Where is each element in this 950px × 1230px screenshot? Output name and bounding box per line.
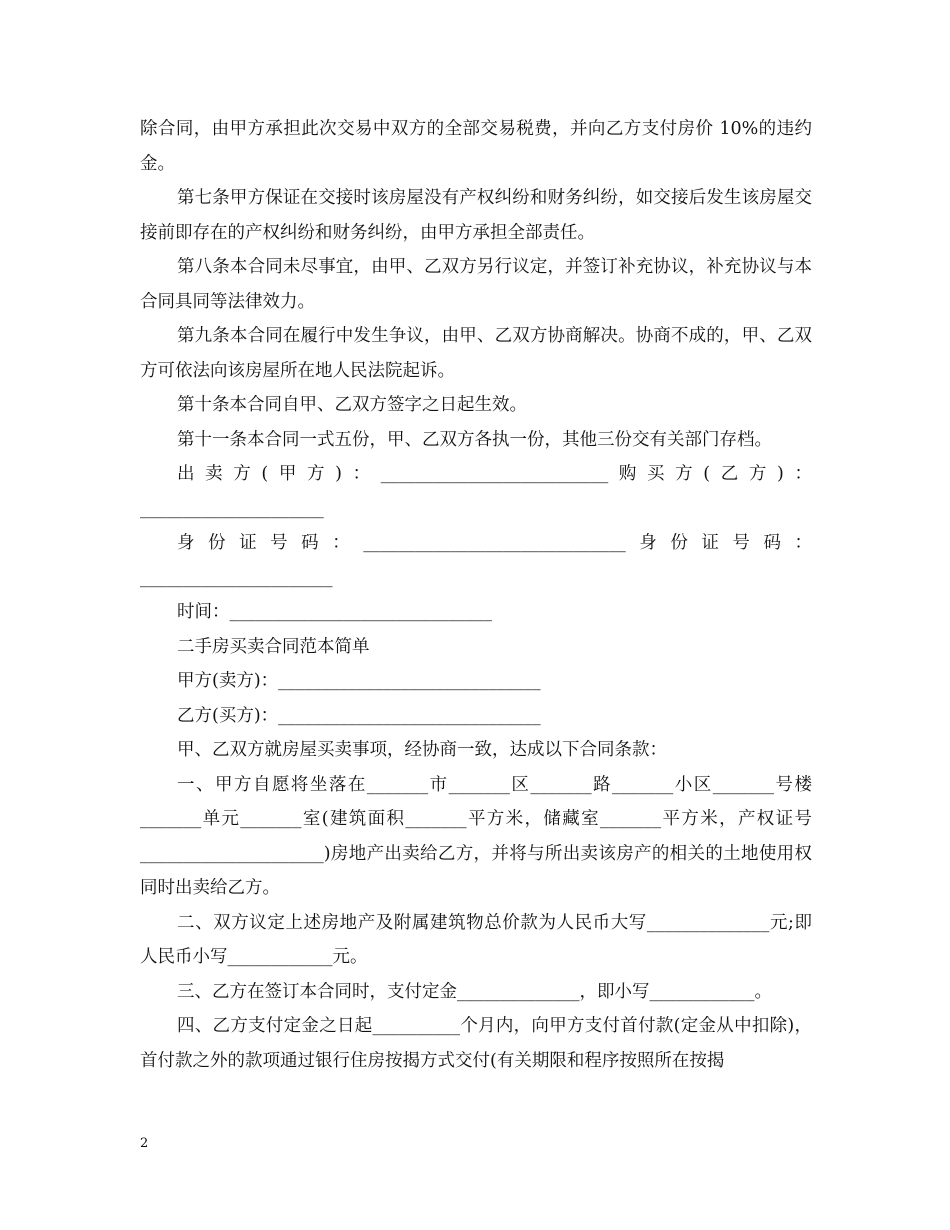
paragraph-article-10: 第十条本合同自甲、乙双方签字之日起生效。 bbox=[177, 395, 527, 415]
paragraph-article-8: 第八条本合同未尽事宜，由甲、乙双方另行议定，并签订补充协议，补充协议与本合同具同等法律效力。 bbox=[140, 257, 812, 312]
agreement-intro: 甲、乙双方就房屋买卖事项，经协商一致，达成以下合同条款： bbox=[177, 740, 667, 760]
paragraph-article-11: 第十一条本合同一式五份，甲、乙双方各执一份，其他三份交有关部门存档。 bbox=[177, 429, 772, 450]
clause-1: 一、甲方自愿将坐落在_______市_______区_______路_______小区_______号楼_______单元_______室(建筑面积_______平方米，储藏室_______平方米，产权证号_____________________)房地产出卖给乙方，并将与所出卖该房产的相关的土地使用权同时出卖给乙方。 bbox=[140, 774, 812, 898]
section-title: 二手房买卖合同范本简单 bbox=[177, 636, 370, 657]
page-number: 2 bbox=[140, 1136, 149, 1151]
paragraph-article-7: 第七条甲方保证在交接时该房屋没有产权纠纷和财务纠纷，如交接后发生该房屋交接前即存在的产权纠纷和财务纠纷，由甲方承担全部责任。 bbox=[140, 188, 812, 243]
party-a-line: 甲方(卖方)：______________________________ bbox=[177, 671, 541, 691]
signature-seller-buyer-line: 出卖方(甲方)：__________________________购买方(乙方)：_____________________ bbox=[140, 464, 812, 519]
date-line: 时间：______________________________ bbox=[177, 602, 492, 622]
id-number-line: 身份证号码：______________________________身份证号码：______________________ bbox=[140, 533, 812, 588]
paragraph-article-9: 第九条本合同在履行中发生争议，由甲、乙双方协商解决。协商不成的，甲、乙双方可依法向该房屋所在地人民法院起诉。 bbox=[140, 326, 812, 381]
clause-3: 三、乙方在签订本合同时，支付定金______________，即小写____________。 bbox=[177, 981, 772, 1002]
clause-4: 四、乙方支付定金之日起__________个月内，向甲方支付首付款(定金从中扣除)，首付款之外的款项通过银行住房按揭方式交付(有关期限和程序按照所在按揭 bbox=[140, 1016, 812, 1071]
paragraph-breach-clause-continued: 除合同，由甲方承担此次交易中双方的全部交易税费，并向乙方支付房价 10%的违约金。 bbox=[140, 119, 812, 174]
clause-2: 二、双方议定上述房地产及附属建筑物总价款为人民币大写______________元;即人民币小写____________元。 bbox=[140, 912, 812, 967]
document-page bbox=[140, 112, 812, 1078]
party-b-line: 乙方(买方)：______________________________ bbox=[177, 705, 541, 726]
